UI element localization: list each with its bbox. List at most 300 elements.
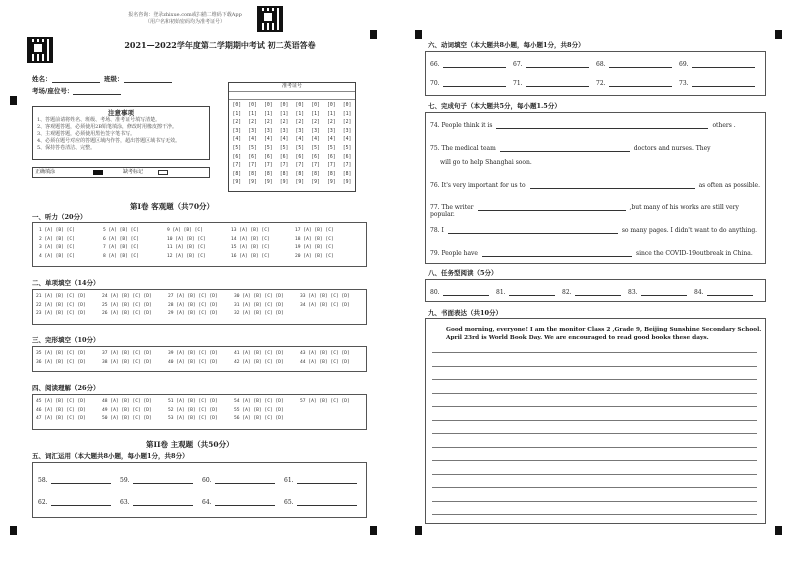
answer-bubble-group[interactable]: 33 [A] [B] [C] [D] xyxy=(300,294,350,299)
answer-bubble-group[interactable]: 48 [A] [B] [C] [D] xyxy=(102,399,152,404)
bubble-row xyxy=(36,359,366,368)
exam-id-bubble[interactable]: [8] xyxy=(264,171,273,177)
exam-id-bubble[interactable]: [7] xyxy=(295,163,305,169)
blank-number: 65. xyxy=(284,499,294,506)
answer-line[interactable] xyxy=(609,67,672,68)
s78-text: 78. I xyxy=(430,227,444,234)
exam-id-label: 准考证号 xyxy=(229,83,355,92)
exam-id-bubble[interactable]: [2] xyxy=(264,120,273,126)
vocab-box xyxy=(32,462,367,518)
writing-prompt xyxy=(446,326,766,342)
answer-bubble-group[interactable]: 9 [A] [B] [C] xyxy=(167,228,203,233)
s76-blank[interactable] xyxy=(530,188,695,189)
reading-title: 四、阅读理解（26分） xyxy=(32,384,100,392)
answer-line[interactable] xyxy=(133,505,193,506)
answer-bubble-group[interactable]: 42 [A] [B] [C] [D] xyxy=(234,359,284,365)
answer-bubble-group[interactable]: 54 [A] [B] [C] [D] xyxy=(234,399,284,404)
answer-bubble-group[interactable]: 38 [A] [B] [C] [D] xyxy=(102,359,152,365)
s76-text-end: as often as possible. xyxy=(698,182,761,189)
answer-bubble-group[interactable]: 44 [A] [B] [C] [D] xyxy=(300,359,350,365)
s76-text: 76. It's very important for us to xyxy=(430,182,526,189)
answer-bubble-group[interactable]: 4 [A] [B] [C] xyxy=(39,253,75,259)
exam-id-bubble[interactable]: [7] xyxy=(327,163,336,169)
absent-box[interactable] xyxy=(158,170,168,175)
exam-id-bubble[interactable]: [5] xyxy=(327,145,336,151)
exam-id-column[interactable] xyxy=(327,102,336,188)
exam-id-bubble[interactable]: [4] xyxy=(279,137,289,143)
exam-id-bubble[interactable]: [3] xyxy=(342,128,352,134)
registration-mark xyxy=(415,526,422,535)
exam-id-bubble[interactable]: [0] xyxy=(295,103,305,108)
single-choice-title: 二、单项填空（14分） xyxy=(32,279,100,287)
answer-line[interactable] xyxy=(215,505,275,506)
bubble-row xyxy=(36,293,366,302)
answer-bubble-group[interactable]: 10 [A] [B] [C] xyxy=(167,236,206,242)
exam-id-bubble[interactable]: [0] xyxy=(327,103,336,108)
answer-bubble-group[interactable]: 30 [A] [B] [C] [D] xyxy=(234,294,284,299)
exam-id-bubble[interactable]: [9] xyxy=(327,180,336,186)
answer-bubble-group[interactable]: 40 [A] [B] [C] [D] xyxy=(168,359,218,365)
exam-id-bubble[interactable]: [9] xyxy=(342,180,352,186)
answer-bubble-group[interactable]: 41 [A] [B] [C] [D] xyxy=(234,351,284,356)
answer-bubble-group[interactable]: 49 [A] [B] [C] [D] xyxy=(102,407,152,413)
writing-line[interactable] xyxy=(432,460,757,461)
bubble-row xyxy=(36,415,366,424)
writing-line[interactable] xyxy=(432,393,757,394)
answer-bubble-group[interactable]: 6 [A] [B] [C] xyxy=(103,236,139,242)
exam-id-bubble[interactable]: [7] xyxy=(279,163,289,169)
numbered-blank[interactable] xyxy=(430,80,513,87)
registration-mark xyxy=(775,30,782,39)
exam-id-bubble[interactable]: [1] xyxy=(311,111,320,117)
room-label: 考场/座位号： xyxy=(32,87,74,95)
exam-id-bubble[interactable]: [1] xyxy=(327,111,336,117)
registration-mark xyxy=(415,30,422,39)
blank-number: 60. xyxy=(202,477,212,484)
exam-id-bubble[interactable]: [2] xyxy=(295,120,305,126)
registration-mark xyxy=(370,30,377,39)
writing-line[interactable] xyxy=(432,379,757,380)
exam-id-bubble[interactable]: [3] xyxy=(279,128,289,134)
numbered-blank[interactable] xyxy=(679,61,762,68)
answer-bubble-group[interactable]: 56 [A] [B] [C] [D] xyxy=(234,416,284,421)
answer-bubble-group[interactable]: 24 [A] [B] [C] [D] xyxy=(102,294,152,299)
blank-number: 72. xyxy=(596,80,606,87)
answer-line[interactable] xyxy=(215,483,275,484)
single-choice-box xyxy=(32,289,367,325)
exam-id-bubble[interactable]: [8] xyxy=(279,171,289,177)
answer-line[interactable] xyxy=(641,295,687,296)
exam-id-bubble[interactable]: [7] xyxy=(264,163,273,169)
exam-id-bubble[interactable]: [8] xyxy=(232,171,242,177)
exam-id-bubble[interactable]: [1] xyxy=(342,111,352,117)
numbered-blank[interactable] xyxy=(694,289,760,296)
numbered-blank[interactable] xyxy=(120,477,202,484)
answer-bubble-group[interactable]: 16 [A] [B] [C] xyxy=(231,253,270,259)
exam-id-bubble[interactable]: [5] xyxy=(264,145,273,151)
writing-line[interactable] xyxy=(432,487,757,488)
answer-bubble-group[interactable]: 51 [A] [B] [C] [D] xyxy=(168,399,218,404)
s77-text-end: ,but many of his works are still very popular. xyxy=(430,204,739,218)
exam-id-bubble[interactable]: [4] xyxy=(248,137,257,143)
exam-id-bubble[interactable]: [1] xyxy=(232,111,242,117)
exam-id-bubble[interactable]: [0] xyxy=(311,103,320,108)
answer-bubble-group[interactable]: 57 [A] [B] [C] [D] xyxy=(300,399,350,404)
writing-line[interactable] xyxy=(432,501,757,502)
answer-line[interactable] xyxy=(133,483,193,484)
answer-line[interactable] xyxy=(526,67,589,68)
answer-bubble-group[interactable] xyxy=(300,407,366,416)
blank-number: 70. xyxy=(430,80,440,87)
exam-id-bubble[interactable]: [3] xyxy=(311,128,320,134)
exam-id-bubble[interactable]: [8] xyxy=(295,171,305,177)
blank-number: 82. xyxy=(562,289,572,296)
answer-bubble-group[interactable]: 29 [A] [B] [C] [D] xyxy=(168,311,218,316)
exam-id-bubble[interactable]: [7] xyxy=(248,163,257,169)
numbered-blank[interactable] xyxy=(679,80,762,87)
answer-bubble-group[interactable]: 1 [A] [B] [C] xyxy=(39,228,75,233)
exam-id-bubble[interactable]: [7] xyxy=(342,163,352,169)
answer-line[interactable] xyxy=(692,67,755,68)
s77-blank[interactable] xyxy=(478,210,626,211)
s75-blank[interactable] xyxy=(500,151,630,152)
exam-id-bubble[interactable]: [7] xyxy=(311,163,320,169)
exam-id-columns[interactable] xyxy=(229,100,355,188)
exam-id-bubble[interactable]: [0] xyxy=(264,103,273,108)
notes-box xyxy=(32,106,210,160)
answer-bubble-group[interactable]: 18 [A] [B] [C] xyxy=(295,236,334,242)
answer-line[interactable] xyxy=(51,483,111,484)
exam-id-bubble[interactable]: [9] xyxy=(264,180,273,186)
answer-bubble-group[interactable]: 8 [A] [B] [C] xyxy=(103,253,139,259)
writing-line[interactable] xyxy=(432,420,757,421)
answer-bubble-group[interactable]: 47 [A] [B] [C] [D] xyxy=(36,416,86,421)
writing-prompt-line: April 23rd is World Book Day. We are encouraged to read good books these days. xyxy=(446,335,709,341)
numbered-blank[interactable] xyxy=(120,499,202,506)
answer-bubble-group[interactable]: 13 [A] [B] [C] xyxy=(231,228,270,233)
s74-text-end: others . xyxy=(712,122,736,129)
exam-id-bubble[interactable]: [6] xyxy=(248,154,257,160)
exam-id-bubble[interactable]: [2] xyxy=(327,120,336,126)
bubble-row xyxy=(36,350,366,359)
answer-line[interactable] xyxy=(297,483,357,484)
exam-id-bubble[interactable]: [6] xyxy=(295,154,305,160)
exam-id-bubble[interactable]: [0] xyxy=(248,103,257,108)
answer-bubble-group[interactable]: 23 [A] [B] [C] [D] xyxy=(36,311,86,316)
exam-id-bubble[interactable]: [4] xyxy=(264,137,273,143)
answer-line[interactable] xyxy=(575,295,621,296)
numbered-blank[interactable] xyxy=(596,61,679,68)
writing-line[interactable] xyxy=(432,352,757,353)
fill-example xyxy=(32,167,210,178)
exam-id-bubble[interactable]: [4] xyxy=(311,137,320,143)
exam-id-bubble[interactable]: [9] xyxy=(232,180,242,186)
exam-id-bubble[interactable]: [4] xyxy=(232,137,242,143)
name-field[interactable] xyxy=(32,74,100,83)
exam-id-bubble[interactable]: [0] xyxy=(279,103,289,108)
exam-id-bubble[interactable]: [8] xyxy=(327,171,336,177)
listening-title: 一、听力（20分） xyxy=(32,213,87,221)
exam-id-column[interactable] xyxy=(296,102,305,188)
exam-id-bubble[interactable]: [3] xyxy=(295,128,305,134)
exam-id-bubble[interactable]: [5] xyxy=(311,145,320,151)
blank-number: 81. xyxy=(496,289,506,296)
exam-id-bubble[interactable]: [6] xyxy=(311,154,320,160)
reading-box xyxy=(32,394,367,430)
exam-id-bubble[interactable]: [1] xyxy=(295,111,305,117)
verb-title: 六、动词填空（本大题共8小题，每小题1分，共8分） xyxy=(428,41,585,49)
answer-bubble-group[interactable]: 39 [A] [B] [C] [D] xyxy=(168,351,218,356)
registration-mark xyxy=(775,526,782,535)
writing-line[interactable] xyxy=(432,366,757,367)
answer-bubble-group[interactable]: 27 [A] [B] [C] [D] xyxy=(168,294,218,299)
s79-text-end: since the COVID-19outbreak in China. xyxy=(635,250,753,257)
writing-line[interactable] xyxy=(432,514,757,515)
exam-id-bubble[interactable]: [0] xyxy=(232,103,242,108)
writing-line[interactable] xyxy=(432,474,757,475)
exam-id-bubble[interactable]: [4] xyxy=(327,137,336,143)
cloze-title: 三、完形填空（10分） xyxy=(32,336,100,344)
exam-id-grid[interactable] xyxy=(228,82,356,192)
exam-id-bubble[interactable]: [8] xyxy=(311,171,320,177)
notice-line: 报名咨询：登录zhixue.com或扫描二维码下载App xyxy=(128,12,242,18)
absent-mark-label: 缺考标记 xyxy=(123,169,144,175)
answer-bubble-group[interactable]: 28 [A] [B] [C] [D] xyxy=(168,302,218,308)
exam-id-bubble[interactable]: [9] xyxy=(311,180,320,186)
s78-text-end: so many pages. I didn't want to do anything. xyxy=(621,227,758,234)
numbered-blank[interactable] xyxy=(430,289,496,296)
s77-text: 77. The writer xyxy=(430,204,474,211)
answer-line[interactable] xyxy=(707,295,753,296)
sentence-79 xyxy=(430,250,764,257)
answer-bubble-group[interactable]: 37 [A] [B] [C] [D] xyxy=(102,351,152,356)
numbered-blank[interactable] xyxy=(38,499,120,506)
answer-bubble-group[interactable]: 43 [A] [B] [C] [D] xyxy=(300,351,350,356)
exam-id-bubble[interactable]: [6] xyxy=(232,154,242,160)
answer-line[interactable] xyxy=(51,505,111,506)
answer-bubble-group[interactable]: 15 [A] [B] [C] xyxy=(231,245,270,250)
bubble-row xyxy=(39,253,359,262)
filled-bubble-icon xyxy=(93,170,103,175)
registration-mark xyxy=(370,526,377,535)
s74-blank[interactable] xyxy=(496,128,708,129)
writing-line[interactable] xyxy=(432,447,757,448)
registration-mark xyxy=(10,526,17,535)
answer-bubble-group[interactable]: 12 [A] [B] [C] xyxy=(167,253,206,259)
answer-bubble-group[interactable]: 45 [A] [B] [C] [D] xyxy=(36,399,86,404)
exam-id-bubble[interactable]: [1] xyxy=(264,111,273,117)
exam-id-column[interactable] xyxy=(311,102,320,188)
answer-bubble-group[interactable]: 5 [A] [B] [C] xyxy=(103,228,139,233)
notice-line: （用户名和初始密码均为准考证号） xyxy=(144,19,225,25)
room-seat-field[interactable] xyxy=(32,86,121,95)
writing-line[interactable] xyxy=(432,433,757,434)
numbered-blank[interactable] xyxy=(496,289,562,296)
exam-id-bubble[interactable]: [2] xyxy=(248,120,257,126)
numbered-blank[interactable] xyxy=(284,499,366,506)
s75-text-end: doctors and nurses. They xyxy=(633,145,711,152)
answer-bubble-group[interactable]: 17 [A] [B] [C] xyxy=(295,228,334,233)
exam-id-bubble[interactable]: [6] xyxy=(327,154,336,160)
qr-code-icon xyxy=(27,37,53,63)
exam-id-bubble[interactable]: [2] xyxy=(232,120,242,126)
answer-bubble-group[interactable]: 7 [A] [B] [C] xyxy=(103,245,139,250)
s74-text: 74. People think it is xyxy=(430,122,493,129)
blank-number: 71. xyxy=(513,80,523,87)
blank-number: 68. xyxy=(596,61,606,68)
answer-bubble-group[interactable]: 50 [A] [B] [C] [D] xyxy=(102,416,152,421)
exam-id-column[interactable] xyxy=(343,102,352,188)
answer-bubble-group[interactable]: 31 [A] [B] [C] [D] xyxy=(234,302,284,308)
task-reading-title: 八、任务型阅读（5分） xyxy=(428,269,498,277)
numbered-blank[interactable] xyxy=(513,61,596,68)
s75-text: 75. The medical team xyxy=(430,145,496,152)
exam-id-column[interactable] xyxy=(233,102,242,188)
answer-bubble-group[interactable]: 22 [A] [B] [C] [D] xyxy=(36,302,86,308)
exam-id-bubble[interactable]: [6] xyxy=(264,154,273,160)
blank-number: 73. xyxy=(679,80,689,87)
exam-id-bubble[interactable]: [3] xyxy=(248,128,257,134)
name-label: 姓名： xyxy=(32,75,52,83)
exam-id-bubble[interactable]: [2] xyxy=(311,120,320,126)
answer-line[interactable] xyxy=(509,295,555,296)
answer-bubble-group[interactable]: 53 [A] [B] [C] [D] xyxy=(168,416,218,421)
exam-id-bubble[interactable]: [0] xyxy=(342,103,352,108)
part2-title: 第II卷 主观题（共50分） xyxy=(146,440,234,449)
cloze-box xyxy=(32,346,367,372)
exam-id-bubble[interactable]: [6] xyxy=(279,154,289,160)
answer-bubble-group[interactable]: 25 [A] [B] [C] [D] xyxy=(102,302,152,308)
numbered-blank[interactable] xyxy=(628,289,694,296)
numbered-blank[interactable] xyxy=(562,289,628,296)
s79-blank[interactable] xyxy=(482,256,632,257)
exam-id-bubble[interactable]: [4] xyxy=(295,137,305,143)
exam-id-bubble[interactable]: [5] xyxy=(232,145,242,151)
numbered-blank[interactable] xyxy=(430,61,513,68)
numbered-blank[interactable] xyxy=(38,477,120,484)
answer-line[interactable] xyxy=(526,86,589,87)
bubble-row xyxy=(36,310,366,319)
exam-id-bubble[interactable]: [4] xyxy=(342,137,352,143)
bubble-row xyxy=(39,244,359,253)
answer-bubble-group[interactable]: 2 [A] [B] [C] xyxy=(39,236,75,242)
writing-title: 九、书面表达（共10分） xyxy=(428,309,503,317)
exam-id-bubble[interactable]: [8] xyxy=(248,171,257,177)
bubble-row xyxy=(36,398,366,407)
s79-text: 79. People have xyxy=(430,250,478,257)
answer-line[interactable] xyxy=(692,86,755,87)
numbered-blank[interactable] xyxy=(202,499,284,506)
answer-bubble-group[interactable]: 52 [A] [B] [C] [D] xyxy=(168,407,218,413)
class-label: 班级： xyxy=(104,75,124,83)
qr-code-icon xyxy=(257,6,283,32)
exam-id-bubble[interactable]: [5] xyxy=(295,145,305,151)
numbered-blank[interactable] xyxy=(202,477,284,484)
task-reading-box xyxy=(425,279,766,302)
blank-number: 62. xyxy=(38,499,48,506)
exam-id-bubble[interactable]: [9] xyxy=(279,180,289,186)
answer-bubble-group[interactable] xyxy=(300,415,366,424)
answer-bubble-group[interactable]: 32 [A] [B] [C] [D] xyxy=(234,311,284,316)
answer-bubble-group[interactable]: 21 [A] [B] [C] [D] xyxy=(36,294,86,299)
numbered-blank[interactable] xyxy=(513,80,596,87)
answer-line[interactable] xyxy=(297,505,357,506)
answer-line[interactable] xyxy=(443,67,506,68)
note-item: 1、答题前请将姓名、班级、考场、准考证号填写清楚。 xyxy=(37,117,161,123)
exam-id-bubble[interactable]: [3] xyxy=(264,128,273,134)
answer-line[interactable] xyxy=(443,86,506,87)
exam-id-bubble[interactable]: [1] xyxy=(279,111,289,117)
sentence-76 xyxy=(430,182,764,189)
blank-number: 66. xyxy=(430,61,440,68)
exam-id-bubble[interactable]: [1] xyxy=(248,111,257,117)
exam-id-bubble[interactable]: [7] xyxy=(232,163,242,169)
answer-line[interactable] xyxy=(609,86,672,87)
answer-bubble-group[interactable]: 26 [A] [B] [C] [D] xyxy=(102,311,152,316)
listening-box xyxy=(32,222,367,267)
sentence-75 xyxy=(430,145,764,152)
exam-id-bubble[interactable]: [9] xyxy=(295,180,305,186)
answer-bubble-group[interactable]: 36 [A] [B] [C] [D] xyxy=(36,359,86,365)
numbered-blank[interactable] xyxy=(596,80,679,87)
exam-id-bubble[interactable]: [5] xyxy=(248,145,257,151)
answer-bubble-group[interactable]: 46 [A] [B] [C] [D] xyxy=(36,407,86,413)
exam-id-bubble[interactable]: [2] xyxy=(342,120,352,126)
exam-id-bubble[interactable]: [5] xyxy=(342,145,352,151)
answer-bubble-group[interactable]: 55 [A] [B] [C] [D] xyxy=(234,407,284,413)
s78-blank[interactable] xyxy=(448,233,618,234)
exam-id-column[interactable] xyxy=(280,102,289,188)
answer-bubble-group[interactable] xyxy=(300,310,366,319)
class-field[interactable] xyxy=(104,74,172,83)
sentence-78 xyxy=(430,227,764,234)
answer-line[interactable] xyxy=(443,295,489,296)
exam-id-bubble[interactable]: [5] xyxy=(279,145,289,151)
answer-bubble-group[interactable]: 20 [A] [B] [C] xyxy=(295,253,334,259)
answer-bubble-group[interactable]: 34 [A] [B] [C] [D] xyxy=(300,302,350,308)
blank-number: 64. xyxy=(202,499,212,506)
exam-id-bubble[interactable]: [3] xyxy=(327,128,336,134)
sentence-74 xyxy=(430,122,764,129)
answer-bubble-group[interactable]: 3 [A] [B] [C] xyxy=(39,245,75,250)
notes-title: 注意事项 xyxy=(108,109,134,117)
note-item: 5、保持答卷清洁、完整。 xyxy=(37,145,96,151)
numbered-blank[interactable] xyxy=(284,477,366,484)
exam-id-column[interactable] xyxy=(264,102,273,188)
exam-id-bubble[interactable]: [8] xyxy=(342,171,352,177)
answer-bubble-group[interactable]: 11 [A] [B] [C] xyxy=(167,245,206,250)
note-item: 3、主观题答题，必须使用黑色签字笔书写。 xyxy=(37,131,136,137)
writing-prompt-line: Good morning, everyone! I am the monitor Class 2 ,Grade 9, Beijing Sunshine Secondary School. xyxy=(446,327,762,333)
exam-id-bubble[interactable]: [6] xyxy=(342,154,352,160)
answer-bubble-group[interactable]: 14 [A] [B] [C] xyxy=(231,236,270,242)
blank-number: 59. xyxy=(120,477,130,484)
answer-bubble-group[interactable]: 19 [A] [B] [C] xyxy=(295,245,334,250)
note-item: 4、必须在题号对应的答题区域内作答，超出答题区域书写无效。 xyxy=(37,138,181,144)
blank-number: 58. xyxy=(38,477,48,484)
bubble-row xyxy=(39,227,359,236)
exam-id-bubble[interactable]: [9] xyxy=(248,180,257,186)
writing-line[interactable] xyxy=(432,406,757,407)
exam-id-column[interactable] xyxy=(248,102,257,188)
sentence-77 xyxy=(430,204,764,218)
vocab-title: 五、词汇运用（本大题共8小题，每小题1分，共8分） xyxy=(32,452,189,460)
answer-bubble-group[interactable]: 35 [A] [B] [C] [D] xyxy=(36,351,86,356)
registration-mark xyxy=(10,96,17,105)
blank-number: 69. xyxy=(679,61,689,68)
exam-id-bubble[interactable]: [2] xyxy=(279,120,289,126)
exam-id-bubble[interactable]: [3] xyxy=(232,128,242,134)
